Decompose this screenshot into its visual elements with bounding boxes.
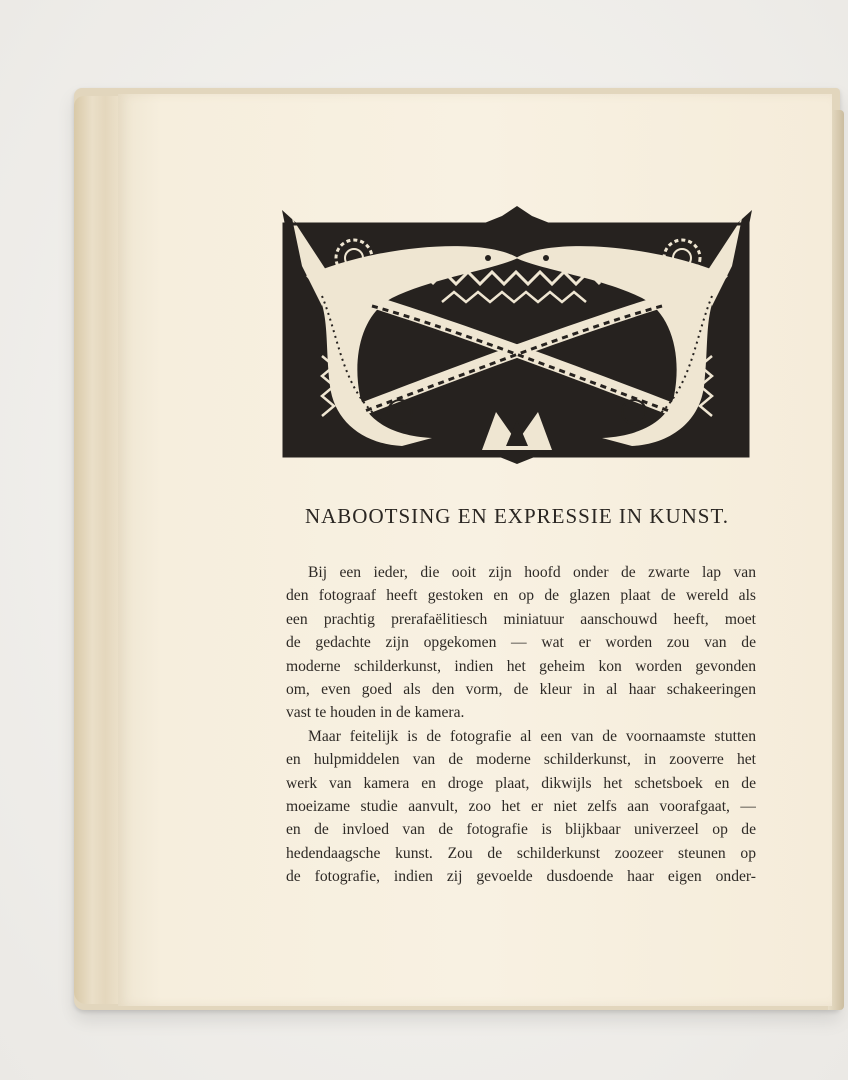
chapter-title: NABOOTSING EN EXPRESSIE IN KUNST. xyxy=(304,504,730,528)
text-line: de gedachte zijn opgekomen — wat er worden zou van de xyxy=(286,634,756,652)
text-line: Bij een ieder, die ooit zijn hoofd onder de zwarte lap van xyxy=(308,564,756,581)
text-line: werk van kamera en droge plaat, dikwijls het schetsboek en de xyxy=(286,774,756,792)
body-text xyxy=(286,561,756,888)
text-line: moeizame studie aanvult, zoo het er niet zelfs aan voorafgaat, — xyxy=(286,797,756,815)
text-line: de fotografie, indien zij gevoelde dusdoende haar eigen onder- xyxy=(286,868,756,886)
paragraph xyxy=(286,725,756,889)
text-line: vast te houden in de kamera. xyxy=(286,704,465,722)
text-line: moderne schilderkunst, indien het geheim kon worden gevonden xyxy=(286,657,756,675)
text-line: en de invloed van de fotografie is blijkbaar univerzeel op de xyxy=(286,821,756,839)
fish-vignette-icon xyxy=(282,206,752,464)
text-line: Maar feitelijk is de fotografie al een van de voornaamste stutten xyxy=(308,727,756,745)
text-line: een prachtig prerafaëlitiesch miniatuur aanschouwd heeft, moet xyxy=(286,610,756,628)
text-line: den fotograaf heeft gestoken en op de glazen plaat de wereld als xyxy=(286,587,756,605)
paragraph xyxy=(286,561,756,725)
text-line: hedendaagsche kunst. Zou de schilderkunst zoozeer steunen op xyxy=(286,844,756,862)
text-line: en hulpmiddelen van de moderne schilderkunst, in zooverre het xyxy=(286,751,756,769)
text-line: om, even goed als den vorm, de kleur in al haar schakeeringen xyxy=(286,680,756,698)
